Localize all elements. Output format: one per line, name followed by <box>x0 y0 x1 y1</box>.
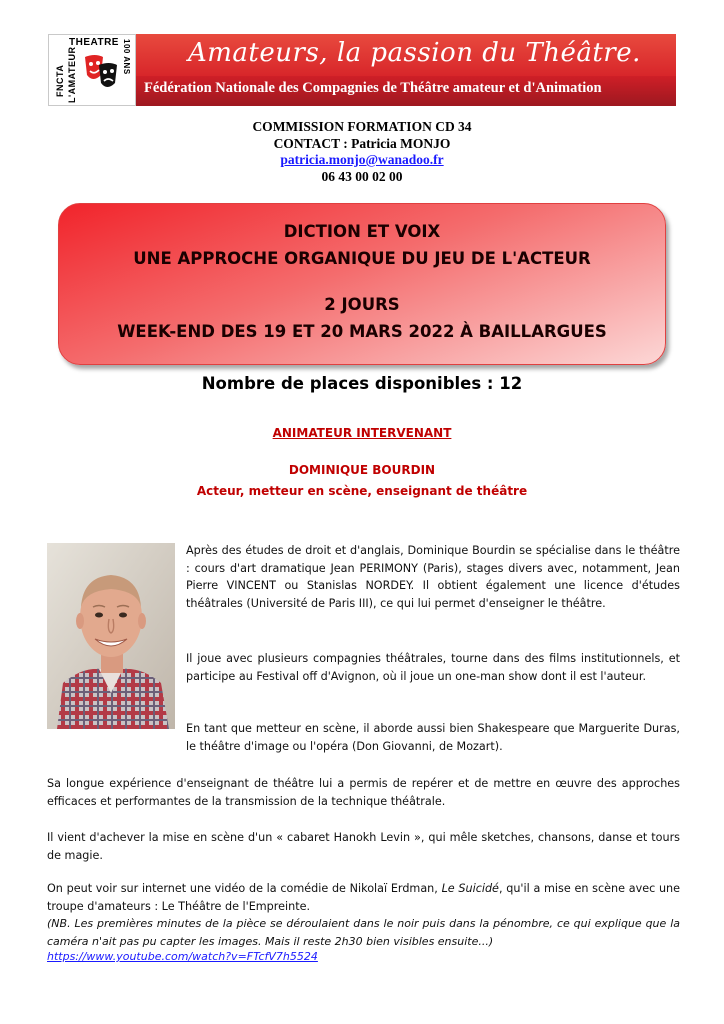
header-banner <box>48 34 676 106</box>
bio-paragraph-2: Il joue avec plusieurs compagnies théâtrales, tourne dans des films institutionnels, et participe au Festival off d'Avignon, où il joue un one-man show dont il est l'auteur. <box>186 652 680 683</box>
banner-slogan: Amateurs, la passion du Théâtre. <box>188 38 641 68</box>
logo-fncta-text: FNCTA <box>55 64 65 97</box>
event-duration: 2 JOURS <box>324 295 400 314</box>
p6-text-after: , qu'il a mise en scène avec une troupe d'amateurs : Le Théâtre de l'Empreinte. <box>47 882 681 913</box>
play-title: Le Suicidé <box>441 882 499 895</box>
p6-text-before: On peut voir sur internet une vidéo de la comédie de Nikolaï Erdman, <box>47 882 442 895</box>
fncta-logo <box>48 34 136 106</box>
event-title-2: UNE APPROCHE ORGANIQUE DU JEU DE L'ACTEUR <box>133 249 591 268</box>
bio-paragraph-5: Il vient d'achever la mise en scène d'un « cabaret Hanokh Levin », qui mêle sketches, chansons, danse et tours de magie. <box>47 831 680 862</box>
bio-paragraph-3: En tant que metteur en scène, il aborde aussi bien Shakespeare que Marguerite Duras, le théâtre d'image ou l'opéra (Don Giovanni, de Mozart). <box>186 722 680 753</box>
logo-theatre-text: THEATRE <box>69 37 119 48</box>
bio-paragraph-6 <box>47 880 680 915</box>
animateur-photo <box>47 543 175 729</box>
nb-note: (NB. Les premières minutes de la pièce se déroulaient dans le noir puis dans la pénombre, ce qui explique que la caméra n'ait pas pu capter les images. Mais il reste 2h30 bien visibles ensuite...) <box>47 917 680 948</box>
theatre-masks-icon <box>81 51 121 91</box>
animateur-header: ANIMATEUR INTERVENANT <box>272 426 452 440</box>
contact-line: CONTACT : Patricia MONJO <box>273 135 451 151</box>
logo-anniversary-text: 100 ANS <box>122 39 131 75</box>
contact-email-link[interactable]: patricia.monjo@wanadoo.fr <box>280 152 444 167</box>
animateur-name: DOMINIQUE BOURDIN <box>288 463 436 477</box>
federation-name: Fédération Nationale des Compagnies de Théâtre amateur et d'Animation <box>144 80 602 96</box>
event-title-box <box>58 203 666 365</box>
bio-paragraph-1: Après des études de droit et d'anglais, Dominique Bourdin se spécialise dans le théâtre : cours d'art dramatique Jean PERIMONY (Paris), stages divers avec, notamment, Jean Pierre VINCENT ou Stanislas NORDEY. Il obtient également une licence d'études théâtrales (Université de Paris III), ce qui lui permet d'enseigner le théâtre. <box>186 544 680 610</box>
portrait-image <box>47 543 175 729</box>
event-dates: WEEK-END DES 19 ET 20 MARS 2022 À BAILLARGUES <box>117 322 607 341</box>
available-places: Nombre de places disponibles : 12 <box>201 374 523 393</box>
youtube-link[interactable]: https://www.youtube.com/watch?v=FTcfV7h5524 <box>47 950 318 963</box>
bio-paragraph-4: Sa longue expérience d'enseignant de théâtre lui a permis de repérer et de mettre en œuvre des approches efficaces et performantes de la transmission de la technique théâtrale. <box>47 777 680 808</box>
contact-phone: 06 43 00 02 00 <box>321 168 403 184</box>
logo-amateur-text: L'AMATEUR <box>67 46 77 103</box>
commission-title: COMMISSION FORMATION CD 34 <box>252 119 472 134</box>
contact-block <box>0 119 724 185</box>
animateur-role: Acteur, metteur en scène, enseignant de théâtre <box>196 484 528 498</box>
event-title-1: DICTION ET VOIX <box>283 222 441 241</box>
